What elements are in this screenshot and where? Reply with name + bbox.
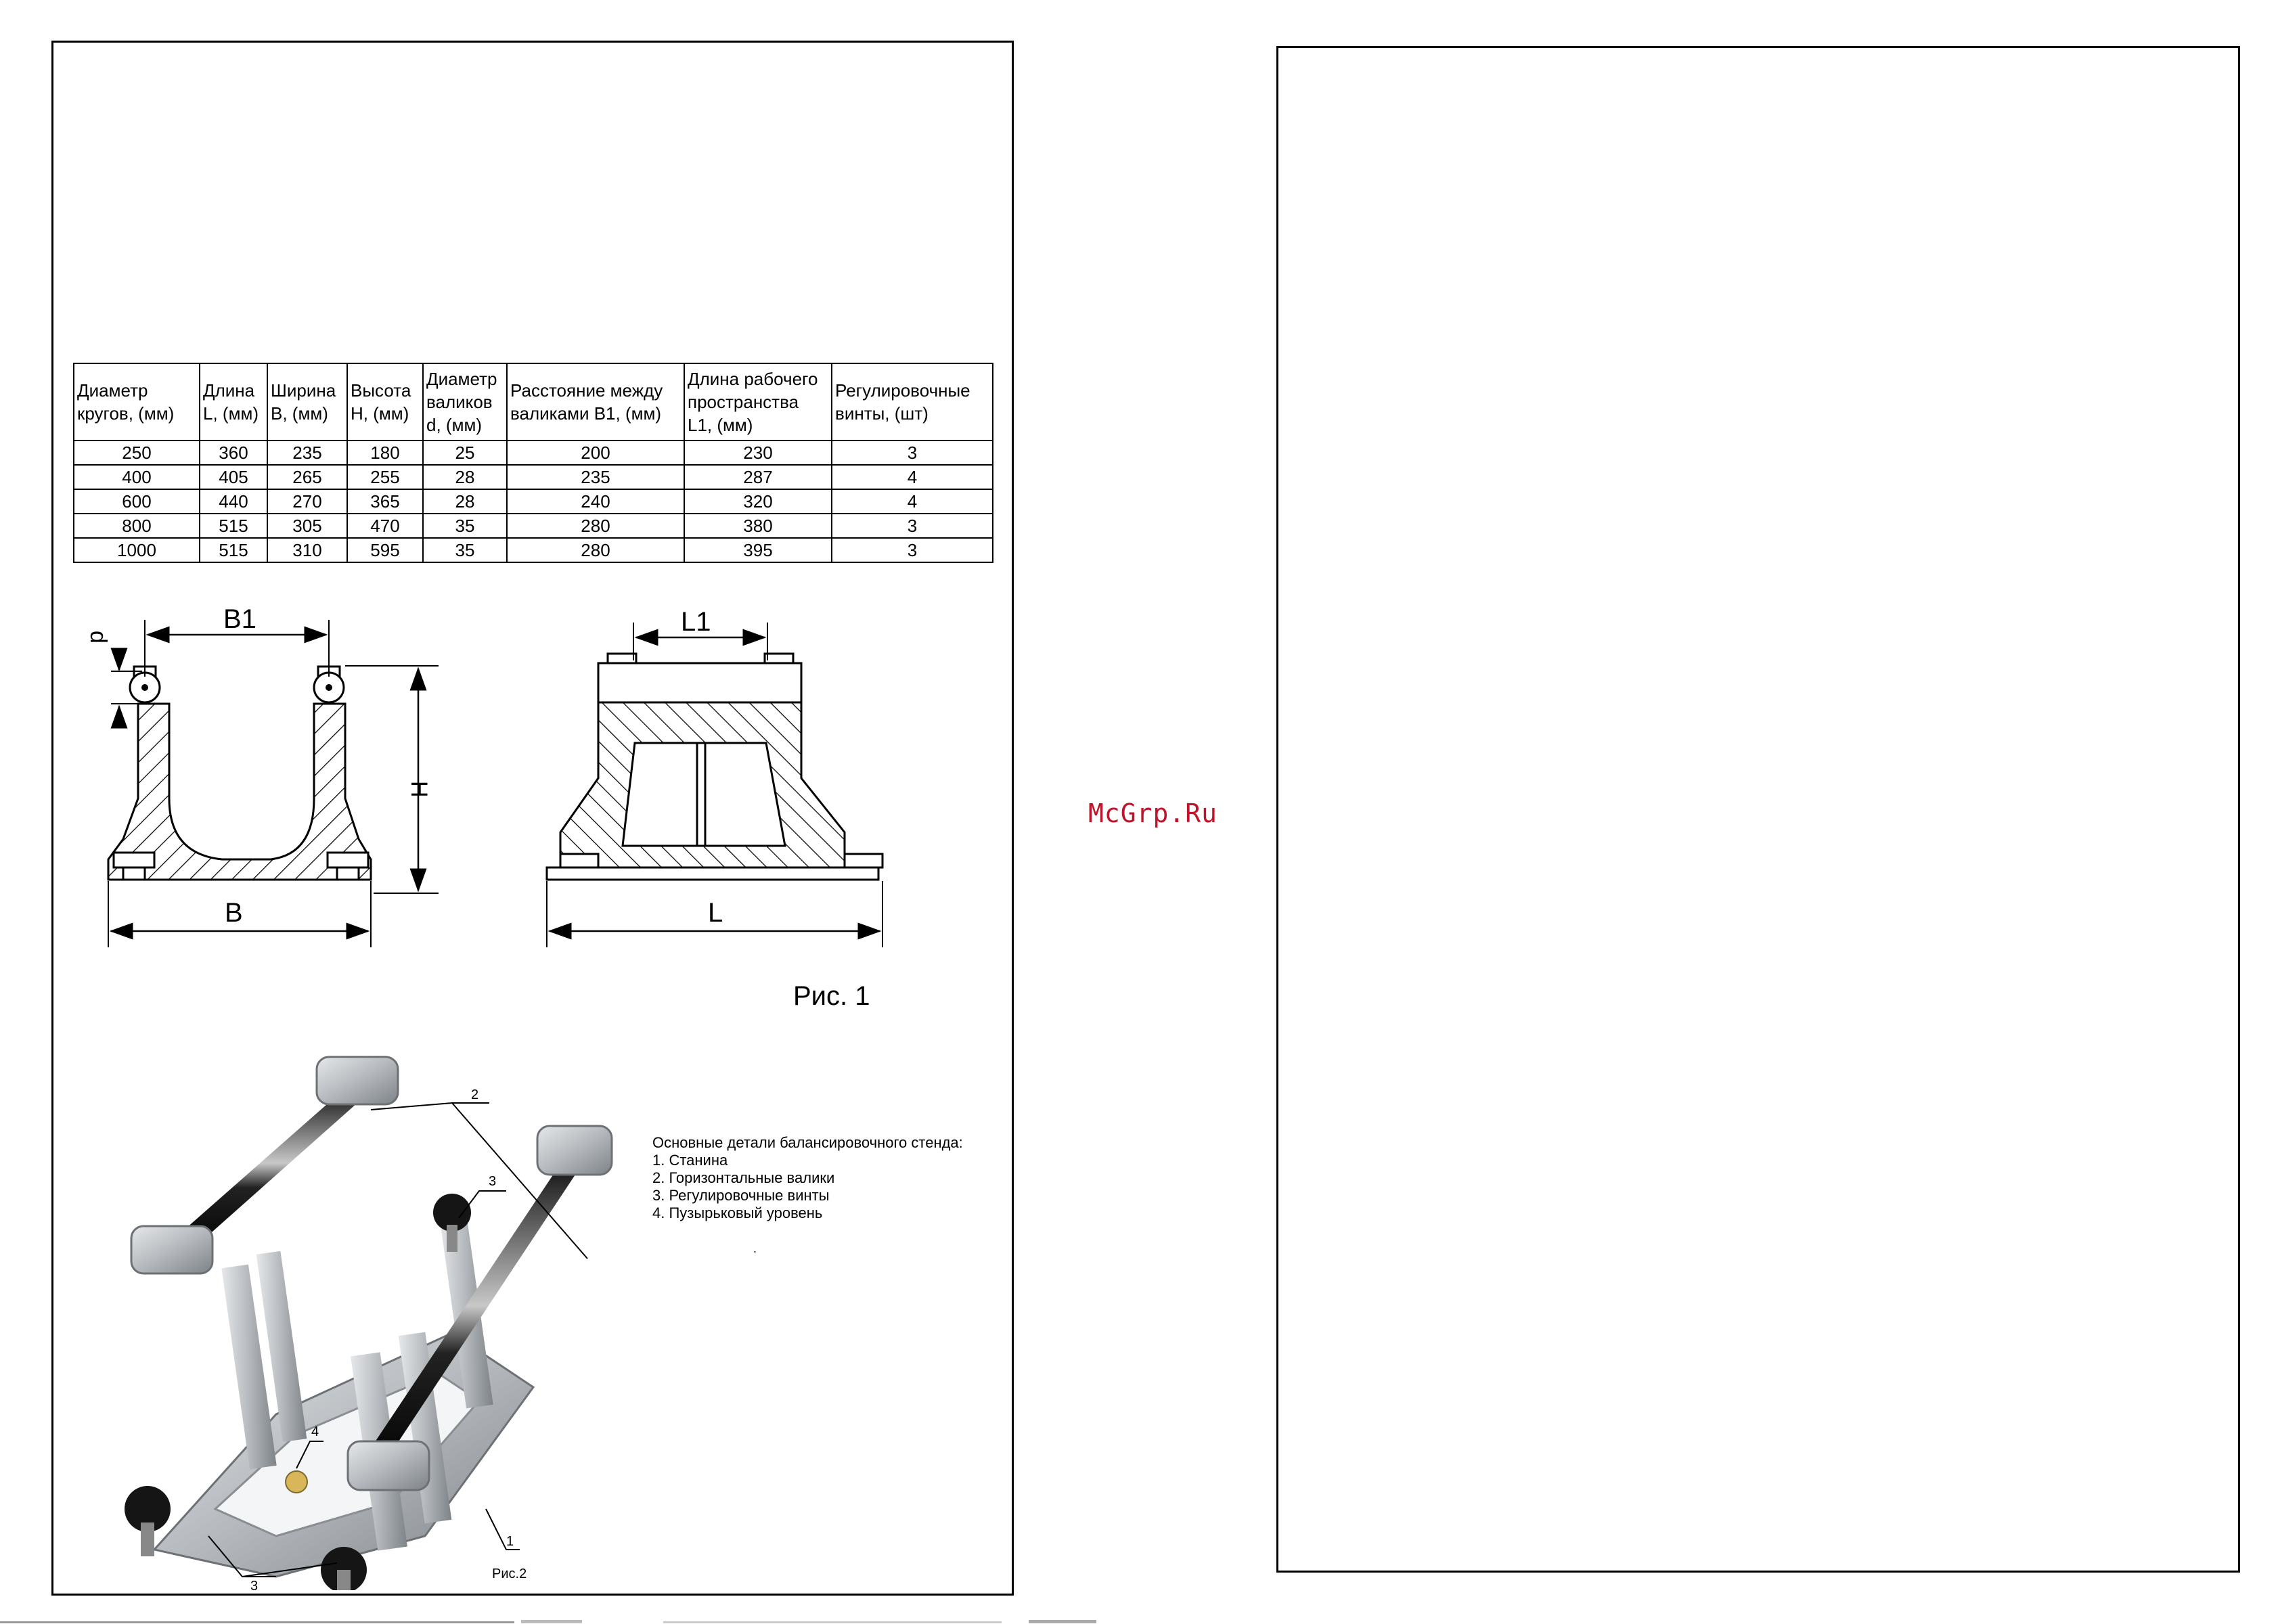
legend-title: Основные детали балансировочного стенда: — [652, 1134, 963, 1151]
figure-2-caption: Рис.2 — [492, 1566, 527, 1581]
callout-3-top: 3 — [489, 1174, 497, 1189]
table-cell: 515 — [200, 538, 267, 562]
table-cell: 240 — [507, 489, 684, 514]
callout-3-bottom: 3 — [250, 1579, 259, 1590]
table-cell: 180 — [347, 441, 423, 465]
table-cell: 3 — [832, 538, 993, 562]
header-height: Высота H, (мм) — [347, 363, 423, 441]
side-view — [547, 607, 882, 947]
parts-legend — [652, 1134, 963, 1222]
table-cell: 440 — [200, 489, 267, 514]
table-cell: 3 — [832, 441, 993, 465]
right-page-blank — [1276, 46, 2240, 1573]
table-cell: 595 — [347, 538, 423, 562]
figure-1-caption: Рис. 1 — [793, 981, 870, 1011]
label-l: L — [708, 898, 723, 928]
front-view — [85, 604, 439, 947]
table-cell: 200 — [507, 441, 684, 465]
bottom-edge-strip — [0, 1620, 1096, 1624]
table-row — [74, 465, 993, 489]
table-row — [74, 489, 993, 514]
table-cell: 35 — [423, 538, 507, 562]
balancing-stand-photo — [73, 1035, 655, 1590]
table-cell: 230 — [684, 441, 832, 465]
bubble-level — [286, 1471, 307, 1493]
table-cell: 1000 — [74, 538, 200, 562]
header-roller-distance: Расстояние между валиками B1, (мм) — [507, 363, 684, 441]
table-cell: 600 — [74, 489, 200, 514]
header-length: Длина L, (мм) — [200, 363, 267, 441]
spec-table — [73, 363, 993, 563]
label-b1: B1 — [223, 604, 256, 634]
legend-item: 1. Станина — [652, 1152, 728, 1169]
table-row — [74, 441, 993, 465]
table-header-row — [74, 363, 993, 441]
table-row — [74, 514, 993, 538]
header-width: Ширина B, (мм) — [267, 363, 347, 441]
technical-drawing — [73, 595, 953, 1029]
table-cell: 395 — [684, 538, 832, 562]
callout-4: 4 — [311, 1424, 319, 1439]
legend-item: 3. Регулировочные винты — [652, 1187, 830, 1204]
callout-1: 1 — [506, 1534, 514, 1549]
table-cell: 255 — [347, 465, 423, 489]
table-cell: 28 — [423, 465, 507, 489]
legend-item: 4. Пузырьковый уровень — [652, 1204, 823, 1221]
header-adjusting-screws: Регулировочные винты, (шт) — [832, 363, 993, 441]
table-cell: 280 — [507, 538, 684, 562]
table-cell: 380 — [684, 514, 832, 538]
table-cell: 310 — [267, 538, 347, 562]
table-cell: 28 — [423, 489, 507, 514]
table-cell: 800 — [74, 514, 200, 538]
table-cell: 360 — [200, 441, 267, 465]
header-working-length: Длина рабочего пространства L1, (мм) — [684, 363, 832, 441]
table-cell: 470 — [347, 514, 423, 538]
table-cell: 3 — [832, 514, 993, 538]
stray-dot: . — [753, 1242, 757, 1255]
table-cell: 280 — [507, 514, 684, 538]
table-cell: 235 — [267, 441, 347, 465]
watermark-link[interactable]: McGrp.Ru — [1088, 798, 1218, 828]
table-cell: 365 — [347, 489, 423, 514]
table-cell: 305 — [267, 514, 347, 538]
label-d: d — [85, 631, 111, 644]
table-cell: 265 — [267, 465, 347, 489]
table-row — [74, 538, 993, 562]
header-circle-diameter: Диаметр кругов, (мм) — [74, 363, 200, 441]
callout-2: 2 — [471, 1087, 479, 1102]
table-cell: 235 — [507, 465, 684, 489]
table-cell: 320 — [684, 489, 832, 514]
table-cell: 515 — [200, 514, 267, 538]
table-cell: 4 — [832, 465, 993, 489]
label-h: H — [406, 781, 432, 798]
table-cell: 25 — [423, 441, 507, 465]
table-cell: 35 — [423, 514, 507, 538]
table-cell: 270 — [267, 489, 347, 514]
table-cell: 405 — [200, 465, 267, 489]
label-b: B — [225, 898, 243, 928]
table-cell: 287 — [684, 465, 832, 489]
table-cell: 4 — [832, 489, 993, 514]
label-l1: L1 — [681, 607, 711, 637]
header-roller-diameter: Диаметр валиков d, (мм) — [423, 363, 507, 441]
table-cell: 250 — [74, 441, 200, 465]
legend-item: 2. Горизонтальные валики — [652, 1169, 835, 1186]
table-cell: 400 — [74, 465, 200, 489]
